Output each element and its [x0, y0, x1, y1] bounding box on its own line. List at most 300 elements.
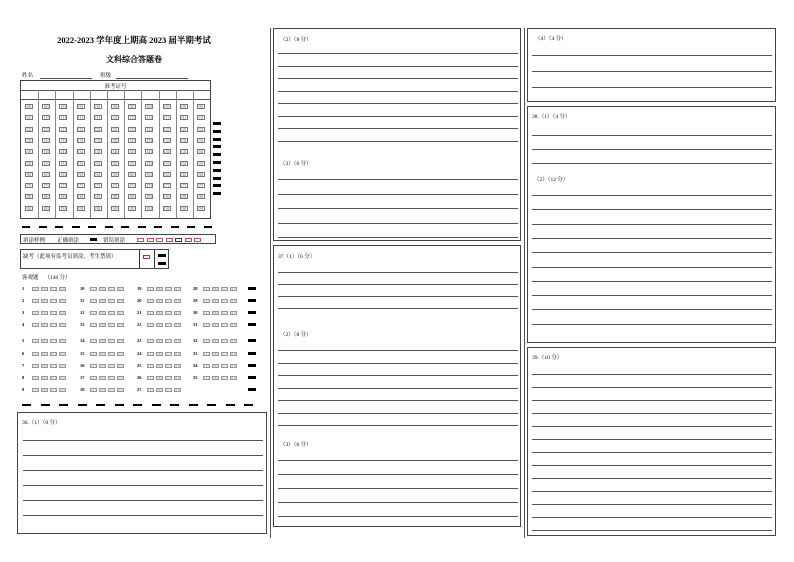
answer-bubble[interactable]: [A] [33, 339, 38, 343]
timing-mark [204, 226, 212, 228]
class-field[interactable] [116, 78, 188, 79]
id-digit-bubble[interactable]: [3] [95, 137, 101, 143]
answer-bubble[interactable]: [A] [204, 299, 209, 303]
question-number: 16 [80, 363, 85, 368]
timing-mark [41, 404, 50, 406]
answer-bubble[interactable]: [C] [166, 299, 171, 303]
answer-bubble[interactable]: [D] [231, 311, 236, 315]
answer-bubble[interactable]: [B] [213, 352, 218, 356]
timing-mark [121, 226, 129, 228]
id-digit-bubble[interactable]: [4] [147, 149, 152, 155]
answer-bubble[interactable]: [C] [51, 376, 56, 380]
answer-bubble[interactable]: [D] [231, 299, 236, 303]
id-digit-bubble[interactable]: [5] [129, 160, 135, 166]
id-digit-bubble[interactable]: [7] [112, 183, 118, 189]
id-digit-bubble[interactable]: [2] [147, 126, 152, 132]
answer-bubble[interactable]: [B] [100, 352, 105, 356]
answer-bubble[interactable]: [B] [42, 287, 47, 291]
answer-bubble[interactable]: [B] [42, 376, 47, 380]
answer-bubble[interactable]: [C] [222, 339, 227, 343]
answer-line [532, 491, 772, 492]
answer-bubble[interactable]: [C] [51, 323, 56, 327]
answer-bubble[interactable]: [B] [100, 388, 105, 392]
answer-bubble[interactable]: [A] [148, 339, 153, 343]
id-digit-bubble[interactable]: [8] [26, 194, 32, 200]
id-digit-bubble[interactable]: [8] [112, 194, 118, 200]
answer-line [23, 470, 263, 471]
id-digit-bubble[interactable]: [0] [112, 104, 118, 109]
timing-mark [115, 404, 124, 406]
answer-bubble[interactable]: [D] [231, 352, 236, 356]
answer-bubble[interactable]: [D] [175, 339, 180, 343]
answer-line [278, 502, 518, 503]
answer-bubble[interactable]: [A] [148, 323, 153, 327]
answer-bubble[interactable]: [A] [91, 299, 96, 303]
id-digit-bubble[interactable]: [9] [43, 205, 49, 211]
answer-box-37-4[interactable] [527, 28, 776, 102]
answer-bubble[interactable]: [C] [51, 352, 56, 356]
id-digit-bubble[interactable]: [2] [43, 126, 49, 132]
answer-bubble[interactable]: [D] [175, 376, 180, 380]
answer-bubble[interactable]: [D] [231, 364, 236, 368]
id-digit-bubble[interactable]: [5] [147, 160, 152, 166]
answer-line [23, 455, 263, 456]
answer-line [532, 252, 772, 253]
id-digit-bubble[interactable]: [9] [95, 205, 101, 211]
answer-bubble[interactable]: [D] [118, 352, 123, 356]
id-digit-bubble[interactable]: [6] [112, 171, 118, 177]
answer-bubble[interactable]: [C] [109, 287, 114, 291]
answer-bubble[interactable]: [C] [109, 299, 114, 303]
id-digit-bubble[interactable]: [6] [43, 171, 49, 177]
id-digit-bubble[interactable]: [4] [129, 149, 135, 155]
id-digit-bubble[interactable]: [7] [78, 183, 83, 189]
id-digit-bubble[interactable]: [4] [198, 149, 204, 155]
id-digit-bubble[interactable]: [7] [43, 183, 49, 189]
id-digit-bubble[interactable]: [1] [61, 115, 66, 121]
id-digit-bubble[interactable]: [7] [95, 183, 101, 189]
id-digit-bubble[interactable]: [4] [95, 149, 101, 155]
answer-bubble[interactable]: [D] [175, 287, 180, 291]
id-digit-bubble[interactable]: [4] [43, 149, 49, 155]
answer-bubble[interactable]: [C] [109, 352, 114, 356]
answer-bubble[interactable]: [C] [166, 364, 171, 368]
answer-bubble[interactable]: [D] [175, 388, 180, 392]
id-digit-bubble[interactable]: [0] [43, 104, 49, 109]
answer-bubble[interactable]: [B] [213, 311, 218, 315]
answer-bubble[interactable]: [A] [33, 299, 38, 303]
id-digit-bubble[interactable]: [6] [181, 171, 187, 177]
answer-bubble[interactable]: [B] [42, 364, 47, 368]
answer-bubble[interactable]: [D] [118, 299, 123, 303]
id-digit-bubble[interactable]: [9] [164, 205, 169, 211]
answer-bubble[interactable]: [D] [60, 388, 65, 392]
answer-line [278, 308, 518, 309]
answer-bubble[interactable]: [D] [231, 323, 236, 327]
answer-bubble[interactable]: [C] [222, 287, 227, 291]
answer-bubble[interactable]: [A] [91, 388, 96, 392]
answer-bubble[interactable]: [B] [213, 299, 218, 303]
id-digit-bubble[interactable]: [9] [26, 205, 32, 211]
absent-label: 缺考（此项有监考员填涂，考生禁填） [23, 254, 117, 260]
answer-bubble[interactable]: [C] [166, 323, 171, 327]
id-digit-bubble[interactable]: [0] [147, 104, 152, 109]
answer-bubble[interactable]: [A] [91, 311, 96, 315]
id-digit-bubble[interactable]: [9] [129, 205, 135, 211]
answer-bubble[interactable]: [C] [51, 299, 56, 303]
answer-bubble[interactable]: [D] [60, 364, 65, 368]
id-digit-bubble[interactable]: [2] [198, 126, 204, 132]
answer-bubble[interactable]: [D] [118, 311, 123, 315]
id-digit-bubble[interactable]: [7] [61, 183, 66, 189]
answer-bubble[interactable]: [D] [231, 339, 236, 343]
answer-bubble[interactable]: [C] [51, 311, 56, 315]
id-digit-bubble[interactable]: [0] [61, 104, 66, 109]
answer-line [532, 267, 772, 268]
answer-bubble[interactable]: [A] [33, 311, 38, 315]
id-digit-bubble[interactable]: [6] [129, 171, 135, 177]
answer-bubble[interactable]: [B] [42, 352, 47, 356]
question-number: 22 [137, 322, 142, 327]
wrong-fill-icon [175, 238, 182, 242]
answer-line [278, 128, 518, 129]
answer-bubble[interactable]: [D] [175, 323, 180, 327]
id-digit-bubble[interactable]: [5] [26, 160, 32, 166]
answer-bubble[interactable]: [A] [91, 287, 96, 291]
answer-bubble[interactable]: [C] [109, 339, 114, 343]
answer-bubble[interactable]: [B] [157, 339, 162, 343]
id-digit-bubble[interactable]: [1] [164, 115, 169, 121]
answer-bubble[interactable]: [C] [109, 376, 114, 380]
id-digit-bubble[interactable]: [3] [61, 137, 66, 143]
answer-bubble[interactable]: [C] [166, 388, 171, 392]
id-digit-bubble[interactable]: [8] [147, 194, 152, 200]
answer-bubble[interactable]: [B] [42, 323, 47, 327]
answer-bubble[interactable]: [C] [222, 323, 227, 327]
answer-bubble[interactable]: [C] [222, 352, 227, 356]
answer-bubble[interactable]: [B] [157, 311, 162, 315]
answer-bubble[interactable]: [A] [33, 388, 38, 392]
answer-bubble[interactable]: [B] [213, 339, 218, 343]
answer-line [278, 103, 518, 104]
id-digit-bubble[interactable]: [2] [112, 126, 118, 132]
answer-line [532, 439, 772, 440]
answer-bubble[interactable]: [A] [148, 376, 153, 380]
id-digit-bubble[interactable]: [0] [78, 104, 83, 109]
timing-mark [213, 153, 221, 156]
answer-bubble[interactable]: [B] [157, 388, 162, 392]
answer-bubble[interactable]: [A] [204, 376, 209, 380]
id-digit-bubble[interactable]: [1] [129, 115, 135, 121]
id-digit-bubble[interactable]: [2] [164, 126, 169, 132]
answer-bubble[interactable]: [A] [204, 323, 209, 327]
timing-mark [88, 226, 96, 228]
id-digit-bubble[interactable]: [0] [26, 104, 32, 109]
question-number: 24 [137, 351, 142, 356]
id-digit-bubble[interactable]: [6] [26, 171, 32, 177]
id-digit-bubble[interactable]: [5] [43, 160, 49, 166]
answer-bubble[interactable]: [B] [157, 287, 162, 291]
answer-bubble[interactable]: [D] [60, 339, 65, 343]
answer-bubble[interactable]: [A] [33, 323, 38, 327]
id-digit-bubble[interactable]: [3] [181, 137, 187, 143]
timing-mark [248, 311, 256, 314]
id-digit-bubble[interactable]: [3] [43, 137, 49, 143]
answer-bubble[interactable]: [C] [166, 339, 171, 343]
id-digit-bubble[interactable]: [4] [26, 149, 32, 155]
id-digit-bubble[interactable]: [6] [95, 171, 101, 177]
answer-bubble[interactable]: [D] [60, 352, 65, 356]
id-digit-bubble[interactable]: [8] [129, 194, 135, 200]
timing-mark [96, 404, 105, 406]
id-digit-bubble[interactable]: [5] [78, 160, 83, 166]
id-digit-bubble[interactable]: [6] [78, 171, 83, 177]
answer-bubble[interactable]: [C] [109, 311, 114, 315]
id-digit-bubble[interactable]: [2] [26, 126, 32, 132]
id-digit-bubble[interactable]: [8] [181, 194, 187, 200]
answer-bubble[interactable]: [B] [100, 323, 105, 327]
answer-box-38[interactable] [527, 106, 776, 343]
answer-box-37[interactable] [273, 245, 521, 527]
question-number: 25 [137, 363, 142, 368]
answer-bubble[interactable]: [B] [213, 287, 218, 291]
id-digit-bubble[interactable]: [1] [112, 115, 118, 121]
answer-bubble[interactable]: [B] [42, 299, 47, 303]
id-digit-bubble[interactable]: [9] [112, 205, 118, 211]
answer-bubble[interactable]: [D] [118, 388, 123, 392]
answer-bubble[interactable]: [A] [148, 299, 153, 303]
answer-bubble[interactable]: [B] [100, 287, 105, 291]
timing-mark [152, 404, 161, 406]
answer-bubble[interactable]: [D] [231, 287, 236, 291]
id-digit-bubble[interactable]: [8] [43, 194, 49, 200]
answer-bubble[interactable]: [C] [109, 364, 114, 368]
answer-bubble[interactable]: [C] [166, 287, 171, 291]
absent-box [20, 249, 169, 269]
id-digit-bubble[interactable]: [7] [164, 183, 169, 189]
id-digit-bubble[interactable]: [6] [164, 171, 169, 177]
q37-2-label: （2）（8 分） [280, 332, 312, 338]
answer-bubble[interactable]: [B] [42, 388, 47, 392]
id-digit-bubble[interactable]: [3] [147, 137, 152, 143]
answer-bubble[interactable]: [B] [100, 311, 105, 315]
id-digit-bubble[interactable]: [1] [95, 115, 101, 121]
answer-box-36-1[interactable] [17, 412, 267, 534]
answer-box-39[interactable] [527, 347, 776, 536]
answer-bubble[interactable]: [B] [100, 339, 105, 343]
answer-line [532, 374, 772, 375]
id-digit-bubble[interactable]: [4] [112, 149, 118, 155]
answer-bubble[interactable]: [A] [148, 311, 153, 315]
id-digit-bubble[interactable]: [6] [61, 171, 66, 177]
answer-bubble[interactable]: [A] [33, 376, 38, 380]
id-digit-bubble[interactable]: [8] [78, 194, 83, 200]
answer-bubble[interactable]: [D] [60, 311, 65, 315]
id-digit-bubble[interactable]: [9] [181, 205, 187, 211]
id-digit-bubble[interactable]: [0] [181, 104, 187, 109]
answer-bubble[interactable]: [B] [42, 311, 47, 315]
answer-bubble[interactable]: [D] [118, 376, 123, 380]
id-digit-bubble[interactable]: [4] [78, 149, 83, 155]
answer-bubble[interactable]: [A] [148, 364, 153, 368]
answer-bubble[interactable]: [B] [157, 364, 162, 368]
id-digit-bubble[interactable]: [4] [181, 149, 187, 155]
answer-bubble[interactable]: [D] [175, 299, 180, 303]
id-digit-bubble[interactable]: [1] [26, 115, 32, 121]
answer-bubble[interactable]: [C] [51, 287, 56, 291]
answer-bubble[interactable]: [D] [175, 311, 180, 315]
answer-bubble[interactable]: [B] [42, 339, 47, 343]
id-digit-bubble[interactable]: [9] [147, 205, 152, 211]
id-digit-bubble[interactable]: [6] [198, 171, 204, 177]
answer-bubble[interactable]: [A] [91, 339, 96, 343]
answer-bubble[interactable]: [B] [157, 376, 162, 380]
answer-bubble[interactable]: [A] [91, 352, 96, 356]
id-digit-bubble[interactable]: [5] [95, 160, 101, 166]
id-digit-bubble[interactable]: [8] [95, 194, 101, 200]
answer-line [532, 387, 772, 388]
q37-4-label: （4）（4 分） [535, 36, 567, 42]
id-digit-bubble[interactable]: [1] [43, 115, 49, 121]
id-digit-bubble[interactable]: [7] [181, 183, 187, 189]
answer-bubble[interactable]: [A] [204, 364, 209, 368]
id-digit-bubble[interactable]: [3] [78, 137, 83, 143]
id-digit-bubble[interactable]: [1] [198, 115, 204, 121]
answer-bubble[interactable]: [D] [175, 364, 180, 368]
id-digit-bubble[interactable]: [2] [78, 126, 83, 132]
id-digit-bubble[interactable]: [4] [61, 149, 66, 155]
answer-line [532, 295, 772, 296]
answer-bubble[interactable]: [A] [148, 352, 153, 356]
answer-bubble[interactable]: [B] [100, 364, 105, 368]
id-digit-bubble[interactable]: [3] [129, 137, 135, 143]
answer-bubble[interactable]: [C] [51, 339, 56, 343]
answer-bubble[interactable]: [A] [91, 364, 96, 368]
answer-bubble[interactable]: [A] [148, 287, 153, 291]
id-digit-bubble[interactable]: [5] [198, 160, 204, 166]
id-digit-bubble[interactable]: [2] [61, 126, 66, 132]
id-digit-bubble[interactable]: [3] [112, 137, 118, 143]
answer-line [278, 296, 518, 297]
answer-bubble[interactable]: [C] [51, 364, 56, 368]
id-digit-bubble[interactable]: [5] [164, 160, 169, 166]
id-digit-bubble[interactable]: [5] [112, 160, 118, 166]
id-digit-bubble[interactable]: [5] [61, 160, 66, 166]
answer-bubble[interactable]: [D] [118, 323, 123, 327]
timing-mark [22, 226, 30, 228]
answer-bubble[interactable]: [C] [51, 388, 56, 392]
answer-bubble[interactable]: [A] [91, 323, 96, 327]
id-digit-bubble[interactable]: [8] [164, 194, 169, 200]
wrong-fill-icon [185, 238, 192, 242]
id-digit-bubble[interactable]: [1] [181, 115, 187, 121]
answer-bubble[interactable]: [A] [148, 388, 153, 392]
name-label: 姓名 [22, 73, 34, 79]
id-digit-bubble[interactable]: [8] [61, 194, 66, 200]
id-digit-bubble[interactable]: [5] [181, 160, 187, 166]
answer-bubble[interactable]: [B] [213, 376, 218, 380]
answer-bubble[interactable]: [D] [118, 287, 123, 291]
id-digit-bubble[interactable]: [7] [26, 183, 32, 189]
answer-bubble[interactable]: [C] [166, 311, 171, 315]
answer-bubble[interactable]: [B] [157, 299, 162, 303]
answer-bubble[interactable]: [C] [222, 376, 227, 380]
answer-bubble[interactable]: [A] [204, 352, 209, 356]
answer-bubble[interactable]: [A] [204, 311, 209, 315]
answer-bubble[interactable]: [D] [175, 352, 180, 356]
answer-bubble[interactable]: [A] [33, 364, 38, 368]
id-digit-bubble[interactable]: [9] [61, 205, 66, 211]
answer-bubble[interactable]: [A] [204, 287, 209, 291]
answer-bubble[interactable]: [D] [231, 376, 236, 380]
answer-bubble[interactable]: [B] [100, 376, 105, 380]
id-digit-bubble[interactable]: [2] [95, 126, 101, 132]
timing-mark [248, 388, 256, 391]
id-digit-bubble[interactable]: [0] [164, 104, 169, 109]
id-digit-bubble[interactable]: [3] [198, 137, 204, 143]
exam-title: 2022-2023 学年度上期高 2023 届半期考试 [57, 35, 211, 45]
id-digit-bubble[interactable]: [4] [164, 149, 169, 155]
answer-bubble[interactable]: [B] [157, 323, 162, 327]
timing-mark [189, 404, 198, 406]
answer-bubble[interactable]: [D] [60, 287, 65, 291]
answer-bubble[interactable]: [B] [213, 364, 218, 368]
answer-bubble[interactable]: [D] [60, 299, 65, 303]
id-digit-bubble[interactable]: [3] [164, 137, 169, 143]
id-digit-bubble[interactable]: [1] [78, 115, 83, 121]
answer-bubble[interactable]: [B] [157, 352, 162, 356]
answer-bubble[interactable]: [C] [109, 323, 114, 327]
answer-bubble[interactable]: [D] [60, 323, 65, 327]
id-digit-bubble[interactable]: [7] [147, 183, 152, 189]
answer-bubble[interactable]: [D] [118, 339, 123, 343]
id-digit-bubble[interactable]: [8] [198, 194, 204, 200]
answer-bubble[interactable]: [A] [204, 339, 209, 343]
id-digit-bubble[interactable]: [3] [26, 137, 32, 143]
exam-number-grid [20, 80, 211, 219]
id-digit-bubble[interactable]: [1] [147, 115, 152, 121]
question-number: 26 [137, 375, 142, 380]
id-digit-bubble[interactable]: [0] [95, 104, 101, 109]
question-number: 17 [80, 375, 85, 380]
answer-bubble[interactable]: [C] [222, 364, 227, 368]
id-digit-bubble[interactable]: [2] [129, 126, 135, 132]
id-digit-bubble[interactable]: [2] [181, 126, 187, 132]
id-digit-bubble[interactable]: [7] [129, 183, 135, 189]
answer-bubble[interactable]: [A] [91, 376, 96, 380]
answer-bubble[interactable]: [C] [166, 352, 171, 356]
id-digit-bubble[interactable]: [0] [129, 104, 135, 109]
answer-bubble[interactable]: [A] [33, 352, 38, 356]
answer-bubble[interactable]: [C] [222, 311, 227, 315]
id-digit-bubble[interactable]: [7] [198, 183, 204, 189]
answer-bubble[interactable]: [D] [118, 364, 123, 368]
answer-bubble[interactable]: [C] [222, 299, 227, 303]
absent-bubble[interactable] [143, 255, 150, 259]
answer-bubble[interactable]: [C] [166, 376, 171, 380]
answer-bubble[interactable]: [C] [109, 388, 114, 392]
answer-bubble[interactable]: [D] [60, 376, 65, 380]
id-digit-bubble[interactable]: [9] [198, 205, 204, 211]
id-digit-bubble[interactable]: [0] [198, 104, 204, 109]
id-digit-bubble[interactable]: [6] [147, 171, 152, 177]
name-field[interactable] [40, 78, 92, 79]
id-digit-bubble[interactable]: [9] [78, 205, 83, 211]
answer-bubble[interactable]: [B] [100, 299, 105, 303]
answer-bubble[interactable]: [B] [213, 323, 218, 327]
answer-bubble[interactable]: [A] [33, 287, 38, 291]
answer-box-36-2-3[interactable] [273, 28, 521, 241]
